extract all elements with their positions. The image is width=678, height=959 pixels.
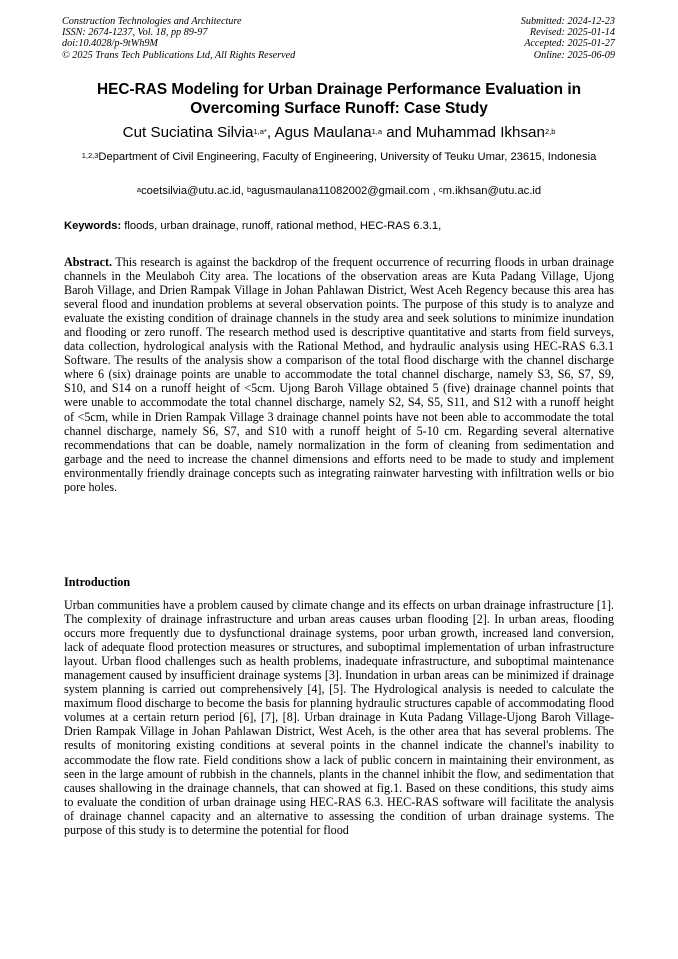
email-a[interactable]: coetsilvia@utu.ac.id,	[141, 185, 247, 197]
keywords	[64, 219, 618, 233]
author-1: Cut Suciatina Silvia	[122, 124, 254, 141]
keywords-text: floods, urban drainage, runoff, rational method, HEC-RAS 6.3.1,	[121, 220, 442, 232]
doi-line: doi:10.4028/p-9tWh9M	[62, 38, 158, 50]
accepted-date: Accepted: 2025-01-27	[524, 38, 615, 50]
submission-dates	[521, 16, 615, 61]
introduction-text: Urban communities have a problem caused by climate change and its effects on urban drainage infrastructure [1]. The complexity of drainage infrastructure and urban areas causes urban flooding [2]. In urban areas, flooding occurs more frequently due to dysfunctional drainage systems, poor urban growth, increased land conversion, lack of adequate flood protection measures or structures, and suboptimal implementation of urban infrastructure layout. Urban flood challenges such as health problems, inadequate infrastructure, and suboptimal maintenance management caused by insufficient drainage systems [3]. Inundation in urban areas can be minimized if drainage system planning is carried out comprehensively [4], [5]. The Hydrological analysis is needed to calculate the maximum flood discharge to become the basis for planning hydraulic structures capable of accommodating flood volumes at a certain return period [6], [7], [8]. Urban drainage in Kuta Padang Village-Ujong Baroh Village-Drien Rampak Village in Johan Pahlawan District, West Aceh, is the other area that has several problems. The results of monitoring existing conditions at several points in the channel indicate the channel's inability to accommodate the flow rate. Field conditions show a lack of public concern in maintaining their environment, as seen in the large amount of rubbish in the channels, plants in the channel inhibit the flow, and sedimentation that causes shallowing in the drainage channels, that can showed at fig.1. Based on these conditions, this study aims to evaluate the condition of urban drainage using HEC-RAS 6.3. HEC-RAS software will facilitate the analysis of drainage channel capacity and an alternative to assessing the condition of urban drainage systems. The purpose of this study is to determine the potential for flood	[64, 598, 614, 837]
online-date: Online: 2025-06-09	[533, 49, 615, 61]
title-line-1: HEC-RAS Modeling for Urban Drainage Performance Evaluation in	[96, 81, 582, 98]
email-marker-a: a	[136, 185, 142, 194]
author-2: Agus Maulana	[274, 124, 372, 141]
issn-line: ISSN: 2674-1237, Vol. 18, pp 89-97	[62, 27, 208, 39]
abstract-label: Abstract.	[64, 255, 113, 269]
affiliation-marker: 1,2,3	[81, 151, 99, 160]
author-emails	[40, 184, 638, 198]
email-marker-c: c	[438, 185, 443, 194]
author-2-affil: 1,a	[371, 127, 382, 136]
revised-date: Revised: 2025-01-14	[529, 27, 615, 39]
author-separator: ,	[266, 124, 275, 141]
email-marker-b: b	[246, 185, 252, 194]
affiliation	[70, 150, 608, 165]
author-list	[40, 123, 638, 142]
author-3-affil: 2,b	[544, 127, 556, 136]
paper-title	[60, 80, 618, 118]
abstract-text: This research is against the backdrop of the frequent occurrence of recurring floods in urban drainage channels in the Meulaboh City area. The locations of the observation areas are Kuta Padang Village, Ujong Baroh Village, and Drien Rampak Village in Johan Pahlawan District, West Aceh Regency because this area has several flood and inundation problems at several observation points. The purpose of this study is to analyze and evaluate the existing condition of drainage channels in the study area and seek solutions to minimize inundation and flooding or zero runoff. The research method used is descriptive quantitative and starts from field surveys, data collection, hydrological analysis with the Rational Method, and hydraulic analysis using HEC-RAS 6.3.1 Software. The results of the analysis show a comparison of the total flood discharge with the channel discharge where 6 (six) drainage points are unable to accommodate the total channel discharge, namely S3, S6, S7, S9, S10, and S14 on a runoff height of <5cm. Ujong Baroh Village obtained 5 (five) drainage channel points that were unable to accommodate the total channel discharge, namely S2, S4, S5, S11, and S12 with a runoff height of <5cm, while in Drien Rampak Village 3 drainage channel points have not been able to accommodate the total channel discharge, namely S6, S7, and S10 with a runoff height of 5-10 cm. Regarding several alternative recommendations that can be doable, namely normalization in the form of cleaning from sedimentation and garbage and the need to increase the channel dimensions and efforts need to be made to study and implement environmentally friendly drainage concepts such as integrating rainwater harvesting with infiltration wells or bio pore holes.	[64, 255, 614, 494]
journal-info	[62, 16, 295, 61]
keywords-label: Keywords:	[64, 220, 122, 232]
affiliation-text: Department of Civil Engineering, Faculty of Engineering, University of Teuku Umar, 23615, Indonesia	[98, 151, 597, 163]
author-3: Muhammad Ikhsan	[415, 124, 545, 141]
introduction-heading: Introduction	[64, 575, 131, 589]
journal-name: Construction Technologies and Architecture	[62, 16, 242, 27]
author-separator: and	[382, 124, 416, 141]
email-c[interactable]: m.ikhsan@utu.ac.id	[442, 185, 542, 197]
title-line-2: Overcoming Surface Runoff: Case Study	[190, 100, 488, 117]
submitted-date: Submitted: 2024-12-23	[520, 16, 615, 27]
author-1-affil: 1,a*	[253, 127, 267, 136]
abstract	[64, 255, 614, 494]
copyright-line: © 2025 Trans Tech Publications Ltd, All Rights Reserved	[62, 49, 296, 61]
email-b[interactable]: agusmaulana11082002@gmail.com ,	[251, 185, 439, 197]
